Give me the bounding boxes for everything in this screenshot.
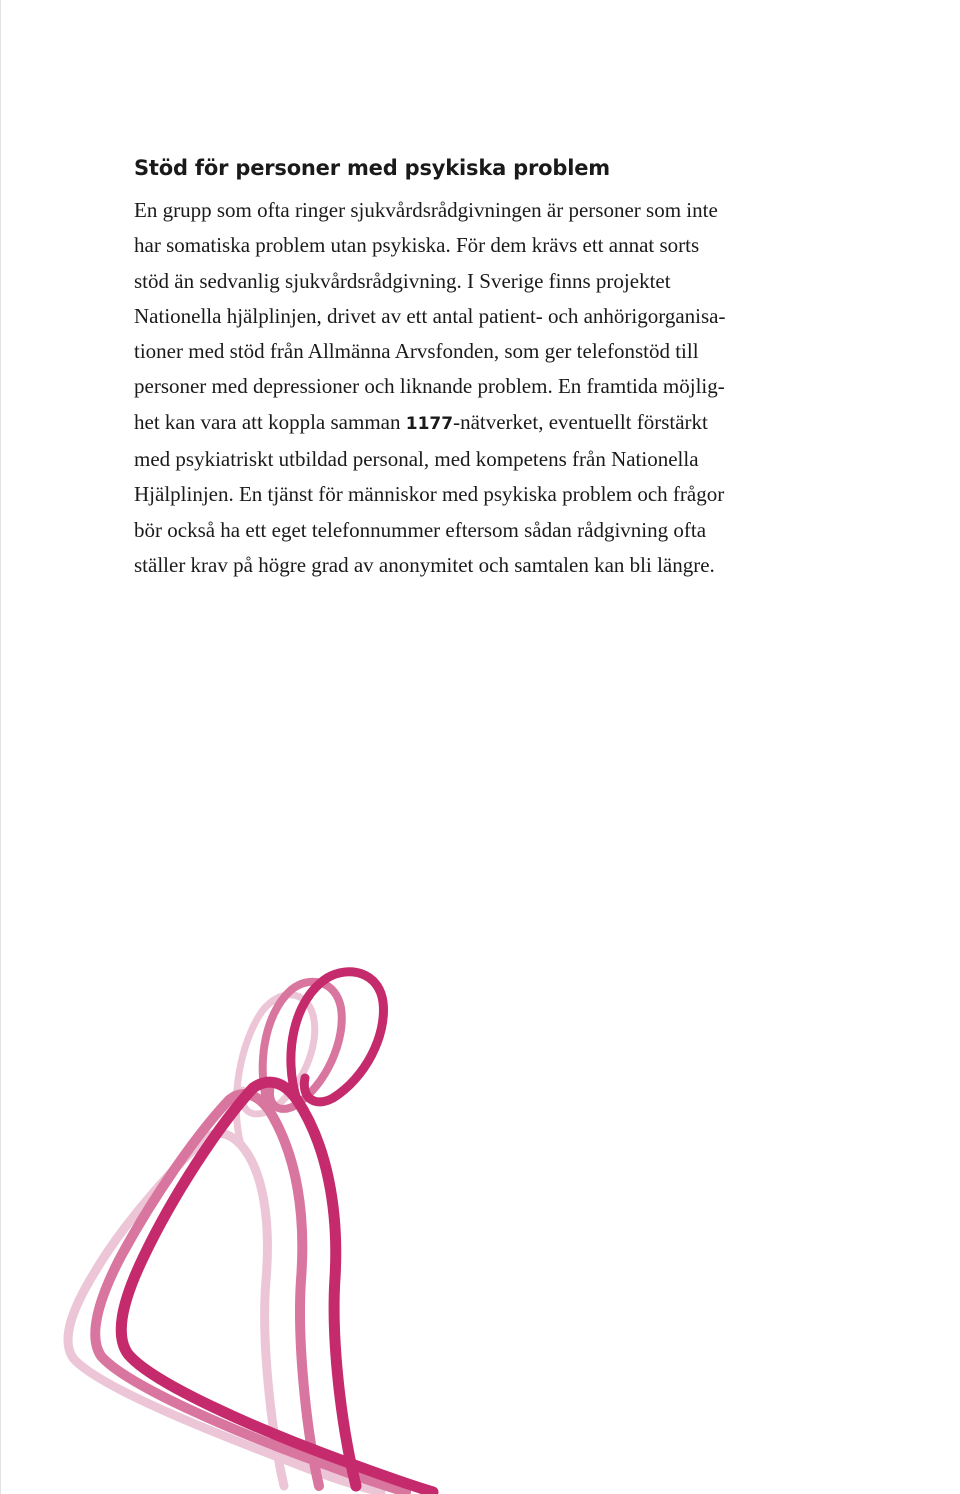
section-heading: Stöd för personer med psykiska problem (134, 156, 610, 180)
ribbon-mid (95, 982, 406, 1492)
paragraph-line: En grupp som ofta ringer sjukvårdsrådgivningen är personer som inte (134, 198, 718, 222)
ribbon-figure-icon (1, 960, 461, 1494)
paragraph-line (134, 405, 834, 442)
paragraph-line: ställer krav på högre grad av anonymitet och samtalen kan bli längre. (134, 552, 715, 577)
body-paragraph (134, 193, 834, 583)
line-text-before-number: het kan vara att koppla samman (134, 409, 406, 434)
paragraph-line: med psykiatriskt utbildad personal, med kompetens från Nationella (134, 447, 699, 472)
phone-number-1177: 1177 (405, 413, 454, 434)
paragraph-line: har somatiska problem utan psykiska. För dem krävs ett annat sorts (134, 233, 700, 258)
line-text-after-number: -nätverket, eventuellt förstärkt (453, 409, 708, 434)
paragraph-line: Nationella hjälplinjen, drivet av ett antal patient- och anhörigorganisa- (134, 303, 726, 328)
paragraph-line: Hjälplinjen. En tjänst för människor med psykiska problem och frågor (134, 482, 725, 507)
paragraph-line: tioner med stöd från Allmänna Arvsfonden, som ger telefonstöd till (134, 339, 699, 364)
paragraph-line: stöd än sedvanlig sjukvårdsrådgivning. I Sverige finns projektet (134, 268, 671, 293)
paragraph-line: personer med depressioner och liknande problem. En framtida möjlig- (134, 374, 725, 399)
paragraph-line: bör också ha ett eget telefonnummer eftersom sådan rådgivning ofta (134, 517, 707, 542)
